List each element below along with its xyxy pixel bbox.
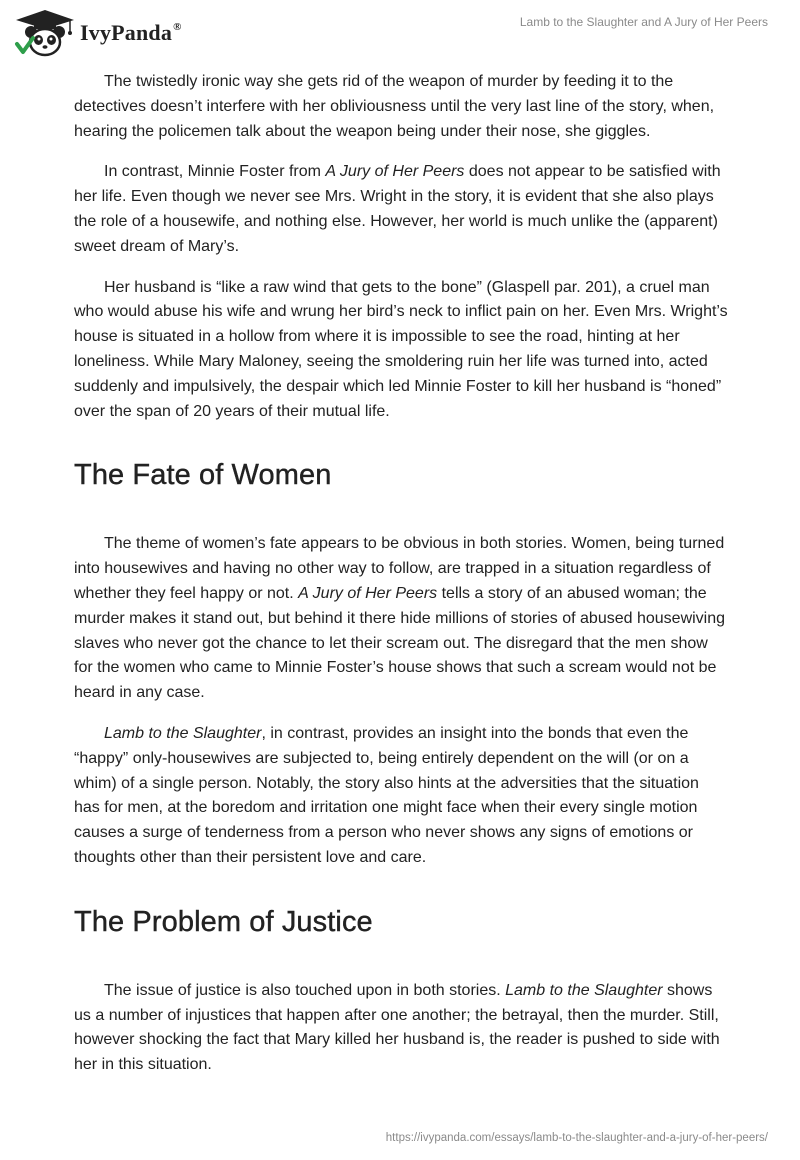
heading-fate-of-women: The Fate of Women	[74, 459, 332, 492]
panda-logo-icon[interactable]	[14, 8, 76, 58]
brand-text: IvyPanda	[80, 20, 173, 45]
brand-name[interactable]	[80, 20, 182, 46]
paragraph-5	[74, 722, 728, 871]
paragraph-2-text-b: does not appear to be satisfied with her life. Even though we never see Mrs. Wright in the story, it is evident that she also plays the role of a housewife, and nothing else. However, her world is much unlike the (apparent) sweet dream of Mary’s.	[74, 163, 721, 255]
book-title-italic: Lamb to the Slaughter	[104, 724, 262, 742]
paragraph-2	[74, 160, 728, 259]
article-body	[74, 70, 728, 1094]
paragraph-6-text-b: shows us a number of injustices that happen after one another; the betrayal, then the murder. Still, however shocking the fact that Mary killed her husband is, the reader is pushed to side with her in this situation.	[74, 981, 720, 1074]
paragraph-6	[74, 979, 728, 1078]
paragraph-2-text-a: In contrast, Minnie Foster from	[104, 163, 326, 181]
book-title-italic: Lamb to the Slaughter	[505, 981, 663, 999]
paragraph-6-text-a: The issue of justice is also touched upon in both stories.	[104, 981, 506, 999]
paragraph-1: The twistedly ironic way she gets rid of the weapon of murder by feeding it to the detectives doesn’t interfere with her obliviousness until the very last line of the story, when, hearing the policemen talk about the weapon being under their nose, she giggles.	[74, 73, 715, 140]
paragraph-5-text-b: , in contrast, provides an insight into the bonds that even the “happy” only-housewives are subjected to, being entirely dependent on the will (or on a whim) of a single person. Notably, the story also hints at the adversities that the situation has for men, at the boredom and irritation one might face when their every single motion causes a surge of tenderness from a person who never shows any signs of emotions or thoughts other than their persistent love and care.	[74, 724, 699, 866]
paragraph-4	[74, 532, 728, 706]
paragraph-4-text-b: tells a story of an abused woman; the murder makes it stand out, but behind it there hide millions of stories of abused housewiving slaves who never got the chance to let their scream out. The disregard that the men show for the women who came to Minnie Foster’s house shows that such a scream would not be heard in any case.	[74, 584, 726, 702]
paragraph-3: Her husband is “like a raw wind that gets to the bone” (Glaspell par. 201), a cruel man who would abuse his wife and wrung her bird’s neck to inflict pain on her. Even Mrs. Wright’s house is situated in a hollow from where it is impossible to see the road, hinting at her loneliness. While Mary Maloney, seeing the smoldering ruin her life was turned into, acted suddenly and impulsively, the despair which led Minnie Foster to kill her husband is “honed” over the span of 20 years of their mutual life.	[74, 278, 728, 420]
heading-problem-of-justice: The Problem of Justice	[74, 905, 373, 938]
paragraph-4-text-a: The theme of women’s fate appears to be obvious in both stories. Women, being turned into housewives and having no other way to follow, are trapped in a situation regardless of whether they feel happy or not.	[74, 535, 725, 602]
registered-mark: ®	[173, 20, 182, 33]
page-header	[0, 0, 800, 66]
source-url-link[interactable]: https://ivypanda.com/essays/lamb-to-the-slaughter-and-a-jury-of-her-peers/	[385, 1132, 768, 1144]
book-title-italic: A Jury of Her Peers	[325, 163, 465, 181]
running-head-title: Lamb to the Slaughter and A Jury of Her Peers	[519, 15, 768, 29]
book-title-italic: A Jury of Her Peers	[298, 584, 438, 602]
